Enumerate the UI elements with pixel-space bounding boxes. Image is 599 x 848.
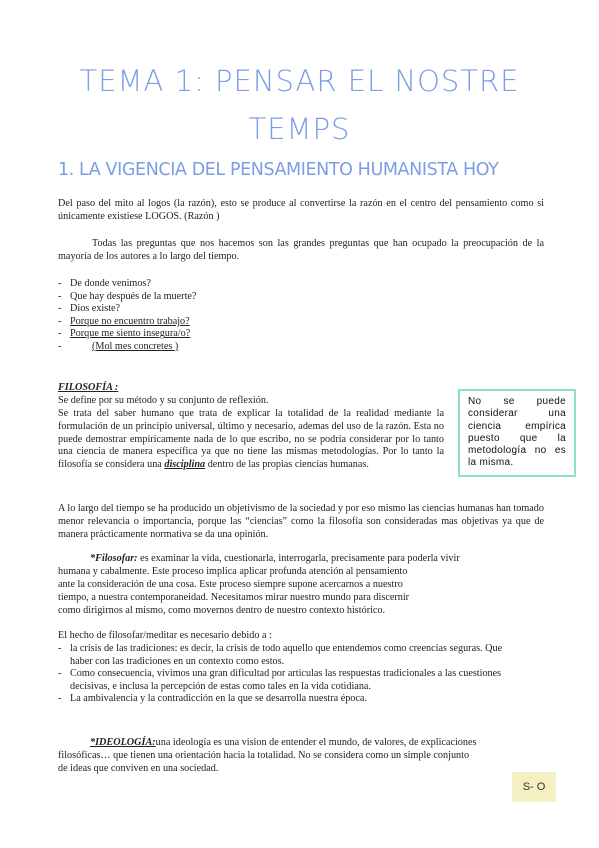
list-item: - Porque no encuentro trabajo?	[58, 316, 196, 329]
questions-intro-paragraph: Todas las preguntas que nos hacemos son las grandes preguntas que han ocupado la preocupación de la mayoría de los autores a lo largo del tiempo.	[58, 238, 544, 262]
page-title-line-2: TEMPS	[248, 112, 351, 146]
section-subtitle: 1. LA VIGENCIA DEL PENSAMIENTO HUMANISTA HOY	[58, 160, 499, 180]
intro-paragraph: Del paso del mito al logos (la razón), esto se produce al convertirse la razón en el centro del pensamiento como si únicamente existiese LOGOS. (Razón )	[58, 198, 544, 222]
disciplina-keyword: disciplina	[164, 459, 206, 471]
list-item: - Que hay después de la muerte?	[58, 291, 196, 304]
list-item: - De donde venimos?	[58, 278, 196, 291]
filosofar-line-1: *Filosofar: es examinar la vida, cuestionarla, interrogarla, precisamente para poderla vivir	[90, 553, 460, 564]
list-item: - La ambivalencia y la contradicción en la que se desarrolla nuestra época.	[58, 693, 502, 706]
filosofia-heading: FILOSOFÍA :	[58, 382, 119, 393]
list-item: - Como consecuencia, vivimos una gran dificultad por articulas las respuestas tradicionales a las cuestiones decisivas, e inclusa la percepción de estas como tales en la vida cotidiana.	[58, 668, 502, 693]
list-item: - Porque me siento insegura/o?	[58, 328, 196, 341]
filosofia-paragraph: Se trata del saber humano que trata de explicar la totalidad de la realidad mediante la formulación de un principio universal, último y necesario, ademas del uso de la razón. Esta no puede demostrar empíricamente nada de lo que escribo, no se podría considerar por lo tanto una ciencia de manera específica ya que no tiene las mismas metodologías. Por lo tanto la filosofía se considera una disciplina dentro de las propias ciencias humanas.	[58, 408, 444, 471]
questions-list	[58, 278, 196, 354]
page-title-line-1: TEMA 1: PENSAR EL NOSTRE	[79, 64, 520, 98]
filosofar-line-2: humana y cabalmente. Este proceso implica aplicar profunda atención al pensamiento	[58, 566, 408, 577]
list-item: - Dios existe?	[58, 303, 196, 316]
reasons-intro: El hecho de filosofar/meditar es necesario debido a :	[58, 630, 272, 641]
filosofar-line-4: tiempo, a nuestra contemporaneidad. Necesitamos mirar nuestro mundo para discernir	[58, 592, 410, 603]
filosofia-definition: Se define por su método y su conjunto de reflexión.	[58, 395, 269, 406]
margin-note-box: No se puede considerar una ciencia empírica puesto que la metodología no es la misma.	[458, 389, 576, 477]
filosofar-line-3: ante la consideración de una cosa. Este proceso siempre supone acercarnos a nuestro	[58, 579, 403, 590]
list-item: - la crisis de las tradiciones: es decir, la crisis de todo aquello que entendemos como creencias seguras. Que haber con las tradiciones en un contexto como estos.	[58, 643, 502, 668]
objetivismo-paragraph: A lo largo del tiempo se ha producido un objetivismo de la sociedad y por eso mismo las ciencias humanas han tomado menor relevancia o importancia, porque las “ciencias” como la filosofía son consideradas mas objetivas ya que de manera prácticamente normativa se da una opinión.	[58, 503, 544, 540]
page-badge: S- O	[512, 772, 556, 802]
ideologia-line-3: de ideas que conviven en una sociedad.	[58, 763, 219, 774]
ideologia-line-1: *IDEOLOGÍA:una ideología es una vision de entender el mundo, de valores, de explicaciones	[90, 737, 477, 748]
filosofar-line-5: como dirigirnos al mismo, como movernos dentro de nuestro contexto histórico.	[58, 605, 386, 616]
list-item: - (Mol mes concretes )	[58, 341, 196, 354]
ideologia-line-2: filosóficas… que tienen una orientación hacia la totalidad. No se considera como un simple conjunto	[58, 750, 470, 761]
reasons-list	[58, 643, 502, 706]
